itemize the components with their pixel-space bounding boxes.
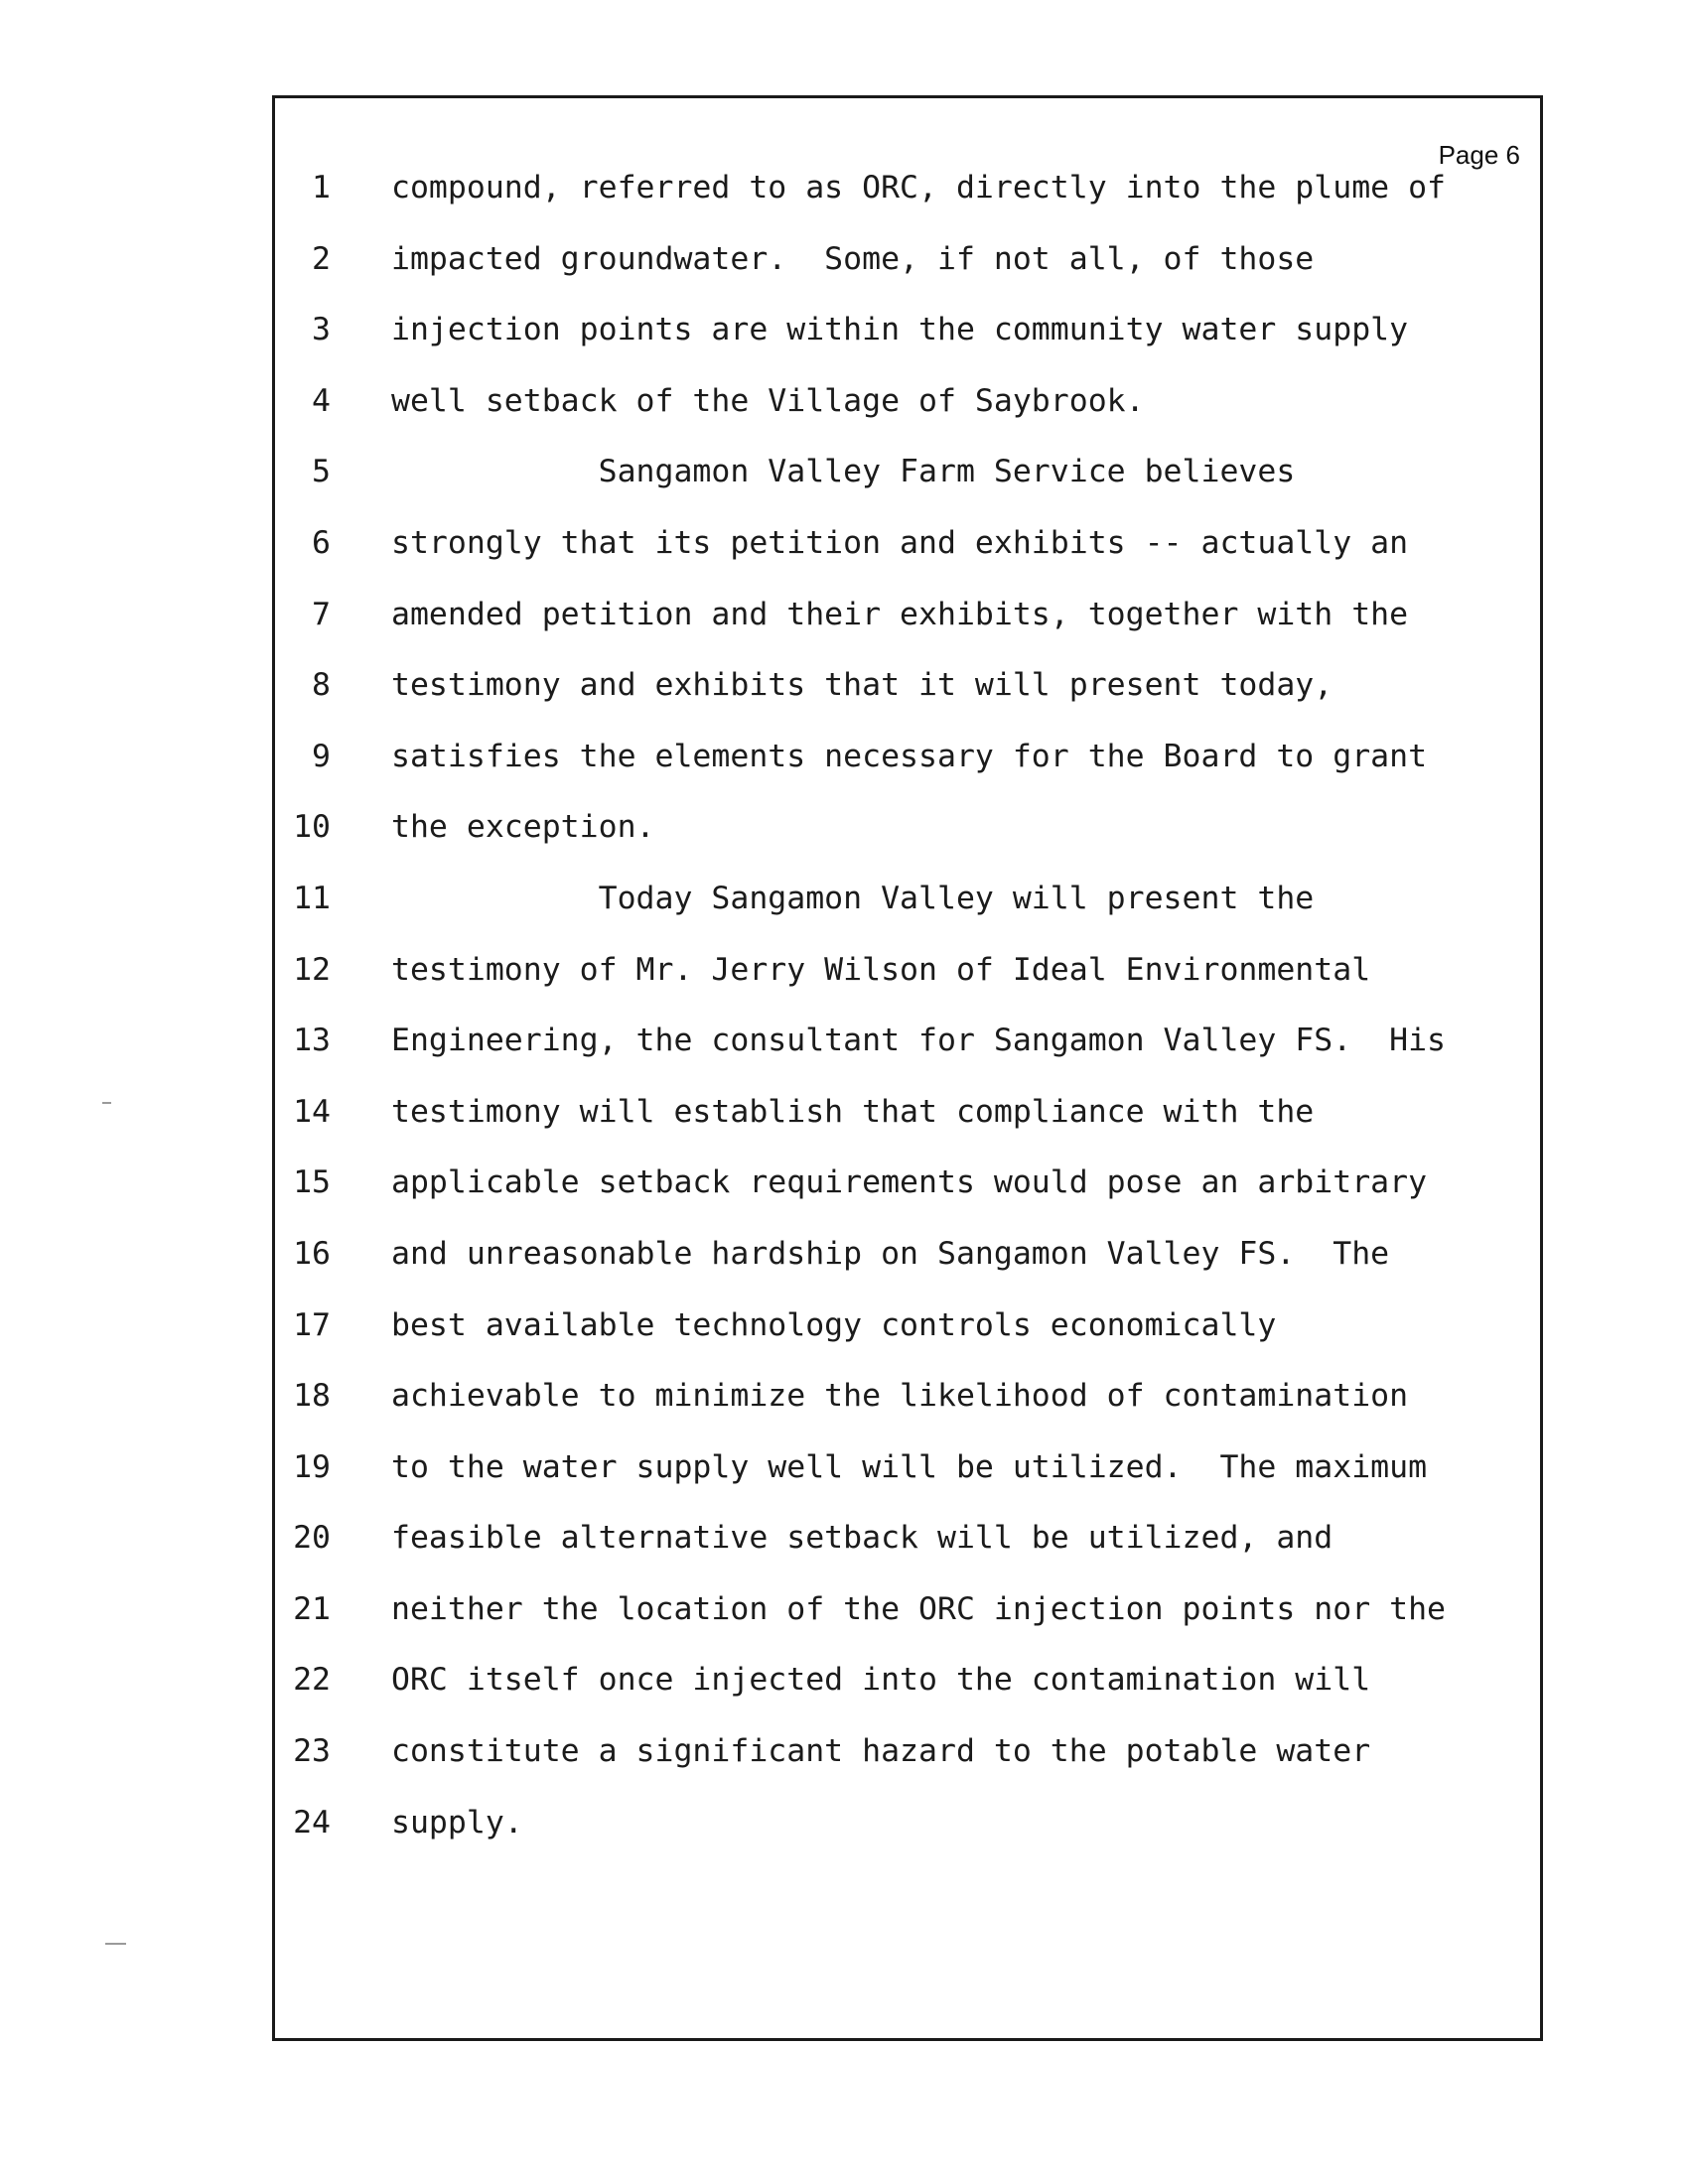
transcript-line (275, 867, 1540, 938)
line-number: 11 (293, 880, 331, 916)
transcript-line (275, 1435, 1540, 1507)
transcript-line (275, 511, 1540, 583)
line-text: compound, referred to as ORC, directly into the plume of (391, 170, 1447, 205)
transcript-line (275, 1506, 1540, 1577)
transcript-line (275, 1577, 1540, 1649)
line-text: Sangamon Valley Farm Service believes (391, 454, 1296, 490)
line-number: 24 (293, 1804, 331, 1841)
line-number: 4 (312, 382, 331, 419)
transcript-lines (275, 156, 1540, 1861)
line-number: 9 (312, 738, 331, 774)
line-text: supply. (391, 1804, 523, 1841)
line-number: 3 (312, 312, 331, 348)
line-number: 12 (293, 951, 331, 988)
line-text: amended petition and their exhibits, together with the (391, 596, 1409, 632)
line-number: 20 (293, 1520, 331, 1557)
line-number: 17 (293, 1306, 331, 1343)
transcript-line (275, 583, 1540, 654)
transcript-line (275, 653, 1540, 725)
transcript-line (275, 440, 1540, 511)
line-number: 21 (293, 1590, 331, 1627)
transcript-line (275, 725, 1540, 796)
line-number: 8 (312, 667, 331, 704)
line-number: 23 (293, 1733, 331, 1770)
transcript-line (275, 1791, 1540, 1862)
line-text: applicable setback requirements would pose an arbitrary (391, 1164, 1428, 1201)
transcript-line (275, 938, 1540, 1010)
transcript-line (275, 156, 1540, 227)
page-number: Page 6 (1438, 140, 1520, 170)
line-number: 10 (293, 809, 331, 846)
line-text: neither the location of the ORC injection points nor the (391, 1590, 1447, 1627)
transcript-line (275, 1294, 1540, 1365)
line-number: 13 (293, 1023, 331, 1059)
transcript-page (272, 95, 1543, 2041)
line-text: and unreasonable hardship on Sangamon Valley FS. The (391, 1235, 1390, 1272)
line-text: injection points are within the community water supply (391, 312, 1409, 348)
line-text: testimony and exhibits that it will present today, (391, 667, 1333, 704)
transcript-line (275, 1151, 1540, 1222)
line-text: constitute a significant hazard to the potable water (391, 1733, 1371, 1770)
line-number: 16 (293, 1235, 331, 1272)
transcript-line (275, 1648, 1540, 1719)
line-text: impacted groundwater. Some, if not all, of those (391, 240, 1315, 277)
transcript-line (275, 298, 1540, 369)
transcript-line (275, 227, 1540, 299)
line-number: 19 (293, 1448, 331, 1485)
line-text: to the water supply well will be utilized. The maximum (391, 1448, 1428, 1485)
line-text: best available technology controls economically (391, 1306, 1277, 1343)
line-number: 22 (293, 1662, 331, 1699)
line-text: the exception. (391, 809, 655, 846)
line-text: feasible alternative setback will be utilized, and (391, 1520, 1333, 1557)
line-number: 1 (312, 170, 331, 205)
transcript-line (275, 1222, 1540, 1294)
line-text: achievable to minimize the likelihood of contamination (391, 1378, 1409, 1415)
transcript-line (275, 1364, 1540, 1435)
transcript-line (275, 369, 1540, 441)
line-number: 2 (312, 240, 331, 277)
scan-artifact (105, 1943, 126, 1945)
scan-artifact (102, 1102, 111, 1104)
line-text: Engineering, the consultant for Sangamon Valley FS. His (391, 1023, 1447, 1059)
line-text: ORC itself once injected into the contamination will (391, 1662, 1371, 1699)
transcript-line (275, 795, 1540, 867)
transcript-line (275, 1719, 1540, 1791)
line-number: 18 (293, 1378, 331, 1415)
line-number: 6 (312, 524, 331, 561)
line-text: testimony of Mr. Jerry Wilson of Ideal Environmental (391, 951, 1371, 988)
line-text: well setback of the Village of Saybrook. (391, 382, 1145, 419)
line-text: testimony will establish that compliance with the (391, 1093, 1315, 1130)
line-number: 14 (293, 1093, 331, 1130)
transcript-line (275, 1080, 1540, 1152)
transcript-line (275, 1009, 1540, 1080)
line-number: 15 (293, 1164, 331, 1201)
line-text: strongly that its petition and exhibits -- actually an (391, 524, 1409, 561)
line-text: Today Sangamon Valley will present the (391, 880, 1315, 916)
line-number: 5 (312, 454, 331, 490)
line-number: 7 (312, 596, 331, 632)
line-text: satisfies the elements necessary for the Board to grant (391, 738, 1428, 774)
